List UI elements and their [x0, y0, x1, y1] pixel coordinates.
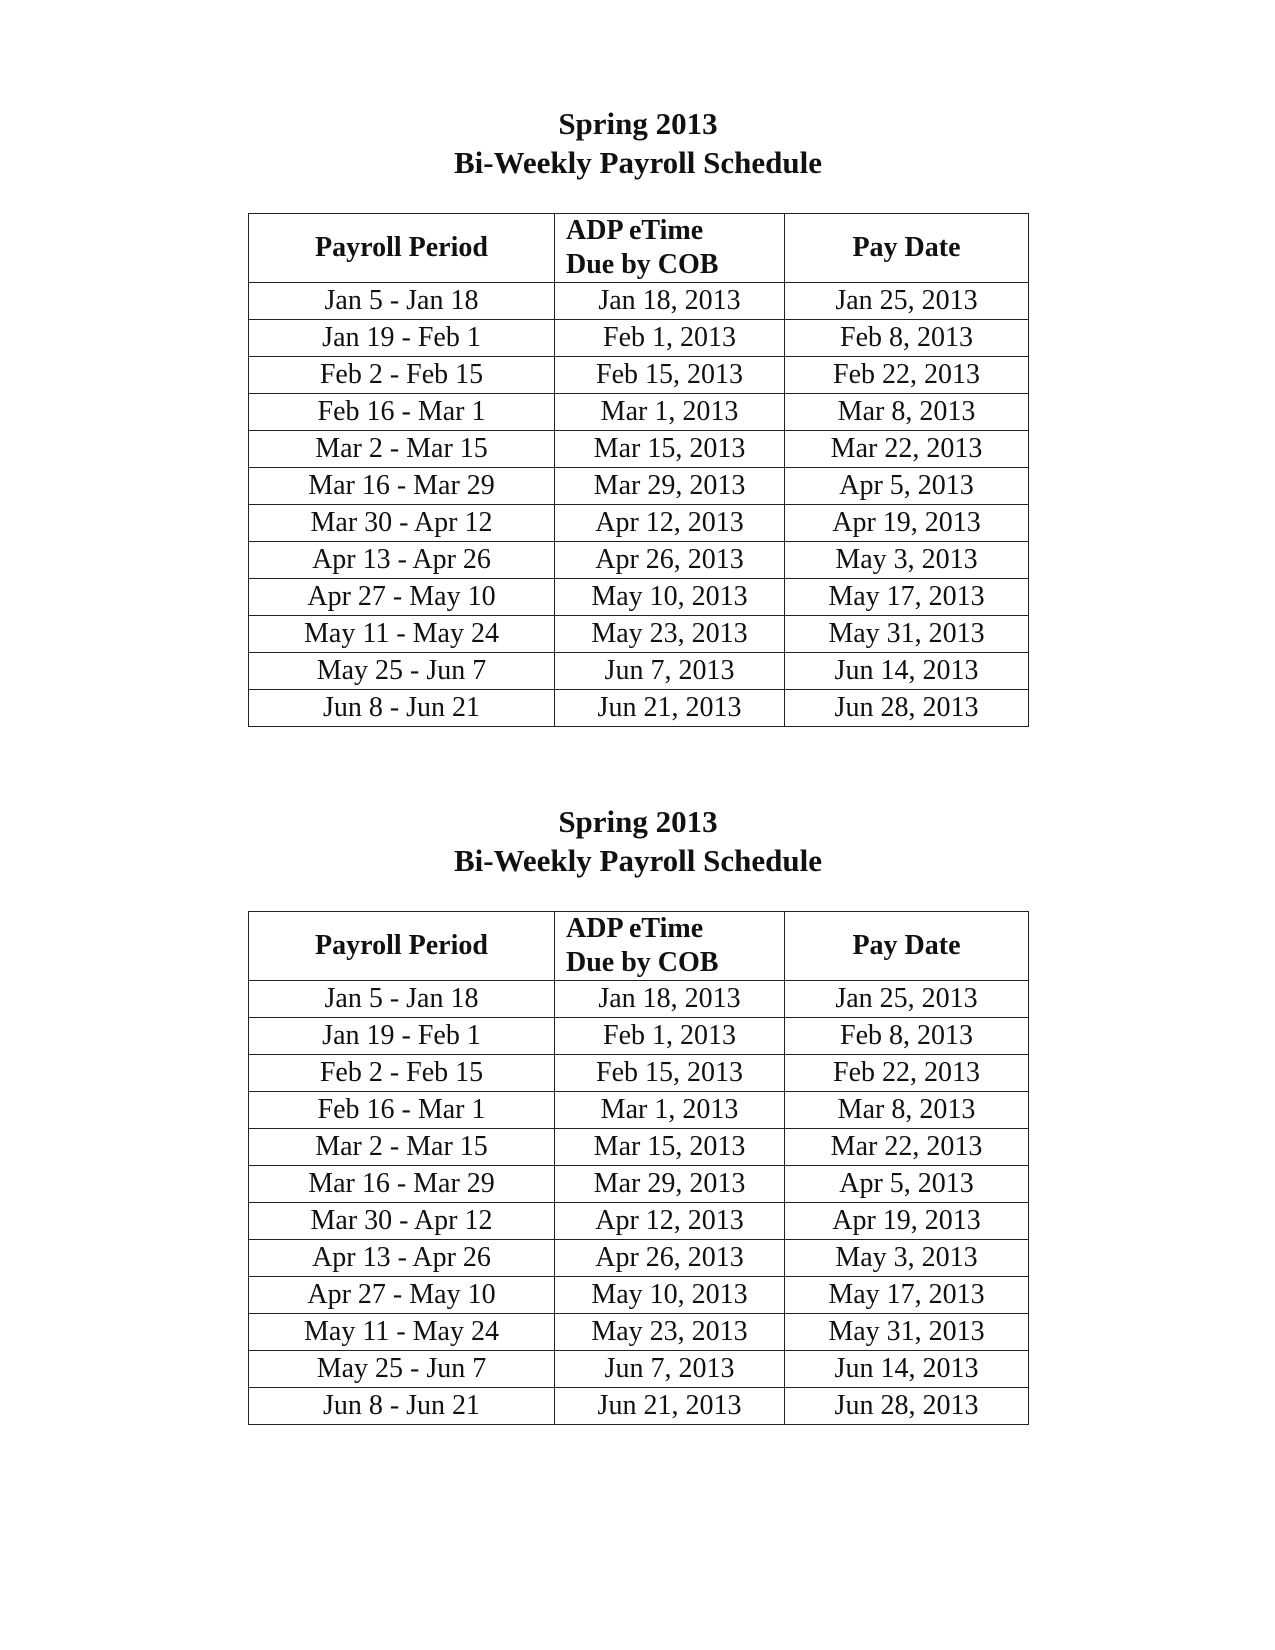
cell-due-date: Jun 21, 2013 [555, 690, 785, 727]
cell-payroll-period: Mar 16 - Mar 29 [249, 468, 555, 505]
cell-due-date: May 23, 2013 [555, 616, 785, 653]
cell-payroll-period: Jun 8 - Jun 21 [249, 1388, 555, 1425]
header-adp-etime-due [555, 912, 785, 981]
table-row [249, 616, 1029, 653]
cell-pay-date: Jun 14, 2013 [785, 653, 1029, 690]
cell-pay-date: Jun 28, 2013 [785, 690, 1029, 727]
cell-due-date: Mar 15, 2013 [555, 431, 785, 468]
title-term: Spring 2013 [558, 106, 718, 141]
cell-due-date: May 10, 2013 [555, 1277, 785, 1314]
table-row [249, 1203, 1029, 1240]
cell-payroll-period: Feb 16 - Mar 1 [249, 1092, 555, 1129]
cell-payroll-period: May 11 - May 24 [249, 1314, 555, 1351]
cell-pay-date: Jun 28, 2013 [785, 1388, 1029, 1425]
cell-payroll-period: Jan 19 - Feb 1 [249, 1018, 555, 1055]
payroll-table [248, 213, 1029, 727]
cell-due-date: Feb 1, 2013 [555, 1018, 785, 1055]
header-payroll-period: Payroll Period [249, 214, 555, 283]
cell-payroll-period: Feb 2 - Feb 15 [249, 357, 555, 394]
cell-due-date: Mar 1, 2013 [555, 1092, 785, 1129]
header-row [249, 214, 1029, 283]
table-row [249, 320, 1029, 357]
cell-due-date: Apr 12, 2013 [555, 1203, 785, 1240]
cell-pay-date: Feb 8, 2013 [785, 320, 1029, 357]
cell-due-date: Apr 26, 2013 [555, 542, 785, 579]
cell-due-date: Jan 18, 2013 [555, 981, 785, 1018]
cell-payroll-period: Mar 2 - Mar 15 [249, 431, 555, 468]
table-row [249, 394, 1029, 431]
table-row [249, 1018, 1029, 1055]
schedule-title [248, 104, 1028, 182]
table-row [249, 1314, 1029, 1351]
table-row [249, 1388, 1029, 1425]
table-row [249, 981, 1029, 1018]
cell-pay-date: Feb 8, 2013 [785, 1018, 1029, 1055]
table-row [249, 653, 1029, 690]
cell-payroll-period: Jan 5 - Jan 18 [249, 981, 555, 1018]
table-row [249, 579, 1029, 616]
cell-due-date: Mar 1, 2013 [555, 394, 785, 431]
cell-pay-date: Mar 22, 2013 [785, 1129, 1029, 1166]
cell-due-date: Apr 12, 2013 [555, 505, 785, 542]
cell-payroll-period: Feb 2 - Feb 15 [249, 1055, 555, 1092]
table-row [249, 468, 1029, 505]
cell-payroll-period: Mar 16 - Mar 29 [249, 1166, 555, 1203]
payroll-schedule-1 [248, 104, 1028, 727]
cell-pay-date: Mar 22, 2013 [785, 431, 1029, 468]
title-term: Spring 2013 [558, 804, 718, 839]
cell-due-date: May 23, 2013 [555, 1314, 785, 1351]
cell-pay-date: Jan 25, 2013 [785, 283, 1029, 320]
cell-pay-date: Mar 8, 2013 [785, 394, 1029, 431]
cell-payroll-period: May 11 - May 24 [249, 616, 555, 653]
cell-payroll-period: May 25 - Jun 7 [249, 1351, 555, 1388]
cell-payroll-period: Feb 16 - Mar 1 [249, 394, 555, 431]
cell-pay-date: Jan 25, 2013 [785, 981, 1029, 1018]
header-adp-line1: ADP eTime [566, 215, 704, 246]
header-payroll-period: Payroll Period [249, 912, 555, 981]
table-row [249, 690, 1029, 727]
cell-pay-date: Feb 22, 2013 [785, 1055, 1029, 1092]
table-row [249, 1277, 1029, 1314]
table-row [249, 431, 1029, 468]
cell-payroll-period: Jan 19 - Feb 1 [249, 320, 555, 357]
table-row [249, 1092, 1029, 1129]
cell-payroll-period: Apr 13 - Apr 26 [249, 1240, 555, 1277]
header-pay-date: Pay Date [785, 912, 1029, 981]
header-adp-line1: ADP eTime [566, 913, 704, 944]
cell-payroll-period: Jan 5 - Jan 18 [249, 283, 555, 320]
cell-due-date: Jan 18, 2013 [555, 283, 785, 320]
table-row [249, 1055, 1029, 1092]
cell-pay-date: May 17, 2013 [785, 1277, 1029, 1314]
cell-pay-date: Apr 19, 2013 [785, 1203, 1029, 1240]
cell-pay-date: May 31, 2013 [785, 616, 1029, 653]
cell-pay-date: May 3, 2013 [785, 542, 1029, 579]
cell-due-date: Apr 26, 2013 [555, 1240, 785, 1277]
header-row [249, 912, 1029, 981]
payroll-table [248, 911, 1029, 1425]
table-row [249, 1351, 1029, 1388]
header-adp-line2: Due by COB [566, 249, 719, 280]
header-pay-date: Pay Date [785, 214, 1029, 283]
cell-pay-date: May 17, 2013 [785, 579, 1029, 616]
cell-due-date: Feb 1, 2013 [555, 320, 785, 357]
cell-payroll-period: May 25 - Jun 7 [249, 653, 555, 690]
cell-due-date: Jun 7, 2013 [555, 653, 785, 690]
header-adp-line2: Due by COB [566, 947, 719, 978]
cell-due-date: Jun 21, 2013 [555, 1388, 785, 1425]
cell-pay-date: Apr 5, 2013 [785, 468, 1029, 505]
cell-pay-date: Jun 14, 2013 [785, 1351, 1029, 1388]
cell-due-date: Jun 7, 2013 [555, 1351, 785, 1388]
title-name: Bi-Weekly Payroll Schedule [454, 843, 822, 878]
cell-pay-date: Mar 8, 2013 [785, 1092, 1029, 1129]
table-row [249, 1166, 1029, 1203]
header-adp-etime-due [555, 214, 785, 283]
payroll-schedule-2 [248, 802, 1028, 1425]
cell-pay-date: May 3, 2013 [785, 1240, 1029, 1277]
cell-due-date: Mar 29, 2013 [555, 468, 785, 505]
cell-payroll-period: Mar 30 - Apr 12 [249, 505, 555, 542]
title-name: Bi-Weekly Payroll Schedule [454, 145, 822, 180]
cell-payroll-period: Mar 30 - Apr 12 [249, 1203, 555, 1240]
cell-due-date: Feb 15, 2013 [555, 357, 785, 394]
cell-payroll-period: Apr 27 - May 10 [249, 1277, 555, 1314]
table-row [249, 357, 1029, 394]
cell-pay-date: Feb 22, 2013 [785, 357, 1029, 394]
cell-pay-date: Apr 19, 2013 [785, 505, 1029, 542]
cell-payroll-period: Apr 27 - May 10 [249, 579, 555, 616]
schedule-title [248, 802, 1028, 880]
table-row [249, 542, 1029, 579]
cell-due-date: Feb 15, 2013 [555, 1055, 785, 1092]
cell-due-date: May 10, 2013 [555, 579, 785, 616]
cell-pay-date: Apr 5, 2013 [785, 1166, 1029, 1203]
cell-due-date: Mar 15, 2013 [555, 1129, 785, 1166]
cell-pay-date: May 31, 2013 [785, 1314, 1029, 1351]
cell-payroll-period: Mar 2 - Mar 15 [249, 1129, 555, 1166]
cell-payroll-period: Apr 13 - Apr 26 [249, 542, 555, 579]
table-row [249, 505, 1029, 542]
table-row [249, 283, 1029, 320]
cell-payroll-period: Jun 8 - Jun 21 [249, 690, 555, 727]
table-row [249, 1240, 1029, 1277]
table-row [249, 1129, 1029, 1166]
cell-due-date: Mar 29, 2013 [555, 1166, 785, 1203]
